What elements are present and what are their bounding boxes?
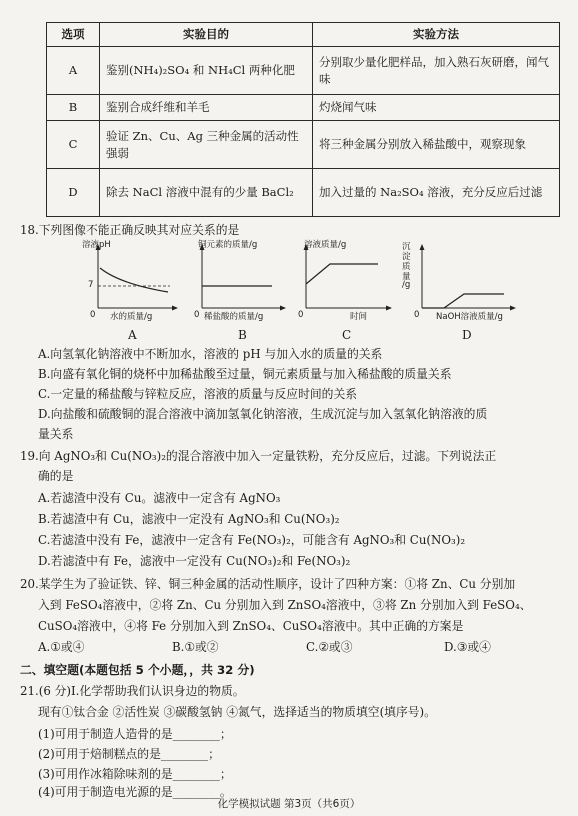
graph-a-ylabel: 溶液pH	[82, 240, 111, 250]
table-row	[47, 47, 560, 95]
graph-d	[400, 240, 520, 340]
q18-option-d-cont: 量关系	[38, 427, 74, 441]
q19-option-d: D.若滤渣中有 Fe，滤液中一定没有 Cu(NO₃)₂和 Fe(NO₃)₂	[38, 554, 351, 568]
experiment-table	[46, 22, 560, 217]
q19-option-c: C.若滤渣中没有 Fe，滤液中一定含有 Fe(NO₃)₂，可能含有 AgNO₃和 Cu(NO₃)₂	[38, 533, 466, 547]
graph-d-origin: 0	[414, 310, 420, 320]
table-cell-goal: 鉴别(NH₄)₂SO₄ 和 NH₄Cl 两种化肥	[100, 47, 313, 95]
graph-c	[294, 240, 394, 340]
q21-item: (4)可用于制造电光源的是________。	[38, 785, 232, 799]
graph-a-origin: 0	[90, 310, 96, 320]
question-19-stem: 19.向 AgNO₃和 Cu(NO₃)₂的混合溶液中加入一定量铁粉，充分反应后，过滤。下列说法正	[20, 449, 497, 463]
graph-a	[80, 240, 180, 340]
question-18-stem: 18.下列图像不能正确反映其对应关系的是	[20, 223, 240, 237]
graph-b-letter: B	[238, 328, 247, 342]
q20-choice-a: A.①或④	[38, 640, 85, 654]
table-cell-goal: 验证 Zn、Cu、Ag 三种金属的活动性强弱	[100, 121, 313, 169]
table-cell-method: 分别取少量化肥样品，加入熟石灰研磨，闻气味	[313, 47, 560, 95]
q21-item: (2)可用于焙制糕点的是________；	[38, 747, 220, 761]
table-cell-option: D	[47, 169, 100, 217]
question-19-stem-cont: 确的是	[38, 469, 74, 483]
q19-option-b: B.若滤渣中有 Cu，滤液中一定没有 AgNO₃和 Cu(NO₃)₂	[38, 512, 340, 526]
page-footer: 化学模拟试题 第3页（共6页）	[217, 798, 361, 810]
q18-option-b: B.向盛有氧化铜的烧杯中加稀盐酸至过量，铜元素质量与加入稀盐酸的质量关系	[38, 367, 452, 381]
table-row	[47, 169, 560, 217]
graph-d-ylabel: 淀	[402, 252, 411, 262]
q18-option-d: D.向盐酸和硫酸铜的混合溶液中滴加氢氧化钠溶液，生成沉淀与加入氢氧化钠溶液的质	[38, 407, 488, 421]
graph-c-origin: 0	[298, 310, 304, 320]
q18-option-c: C.一定量的稀盐酸与锌粒反应，溶液的质量与反应时间的关系	[38, 387, 358, 401]
question-20-line: 入到 FeSO₄溶液中，②将 Zn、Cu 分别加入到 ZnSO₄溶液中，③将 Zn 分别加入到 FeSO₄、	[38, 598, 532, 612]
graph-b-xlabel: 稀盐酸的质量/g	[204, 312, 264, 322]
graph-d-ylabel: 沉	[402, 242, 411, 252]
question-21-materials: 现有①钛合金 ②活性炭 ③碳酸氢钠 ④氮气，选择适当的物质填空(填序号)。	[38, 705, 436, 719]
graph-d-xlabel: NaOH溶液质量/g	[436, 312, 503, 322]
table-cell-goal: 除去 NaCl 溶液中混有的少量 BaCl₂	[100, 169, 313, 217]
graph-row	[80, 240, 520, 340]
table-cell-option: C	[47, 121, 100, 169]
graph-c-ylabel: 溶液质量/g	[304, 240, 347, 250]
graph-c-axes	[294, 240, 394, 330]
graph-d-ylabel: 质	[402, 262, 411, 272]
q21-item: (1)可用于制造人造骨的是________；	[38, 727, 232, 741]
graph-a-tick: 7	[88, 280, 94, 290]
graph-a-letter: A	[128, 328, 137, 342]
q20-choice-b: B.①或②	[172, 640, 219, 654]
table-cell-method: 加入过量的 Na₂SO₄ 溶液，充分反应后过滤	[313, 169, 560, 217]
q18-option-a: A.向氢氧化钠溶液中不断加水，溶液的 pH 与加入水的质量的关系	[38, 347, 383, 361]
question-20-line: 20.某学生为了验证铁、锌、铜三种金属的活动性顺序，设计了四种方案：①将 Zn、Cu 分别加	[20, 577, 516, 591]
table-cell-option: A	[47, 47, 100, 95]
table-cell-method: 将三种金属分别放入稀盐酸中，观察现象	[313, 121, 560, 169]
q20-choice-d: D.③或④	[444, 640, 491, 654]
q19-option-a: A.若滤渣中没有 Cu。滤液中一定含有 AgNO₃	[38, 491, 281, 505]
graph-d-letter: D	[462, 328, 472, 342]
table-header-row	[47, 23, 560, 47]
q20-choice-c: C.②或③	[306, 640, 353, 654]
graph-c-letter: C	[342, 328, 352, 342]
table-header: 实验目的	[100, 23, 313, 47]
graph-b-origin: 0	[194, 310, 200, 320]
table-cell-goal: 鉴别合成纤维和羊毛	[100, 95, 313, 121]
graph-c-xlabel: 时间	[350, 312, 368, 322]
graph-b-ylabel: 铜元素的质量/g	[198, 240, 258, 250]
table-header: 实验方法	[313, 23, 560, 47]
graph-a-xlabel: 水的质量/g	[110, 312, 153, 322]
table-row	[47, 95, 560, 121]
table-row	[47, 121, 560, 169]
section-heading: 二、填空题(本题包括 5 个小题，，共 32 分)	[20, 663, 255, 677]
table-header: 选项	[47, 23, 100, 47]
graph-b	[188, 240, 288, 340]
graph-d-ylabel: /g	[402, 280, 411, 290]
table-cell-option: B	[47, 95, 100, 121]
q21-item: (3)可用作冰箱除味剂的是________；	[38, 767, 232, 781]
question-20-line: CuSO₄溶液中，④将 Fe 分别加入到 ZnSO₄、CuSO₄溶液中。其中正确的方案是	[38, 619, 464, 633]
question-21-stem: 21.(6 分)Ⅰ.化学帮助我们认识身边的物质。	[20, 684, 245, 698]
table-cell-method: 灼烧闻气味	[313, 95, 560, 121]
graph-d-ylabel: 量	[402, 272, 411, 282]
